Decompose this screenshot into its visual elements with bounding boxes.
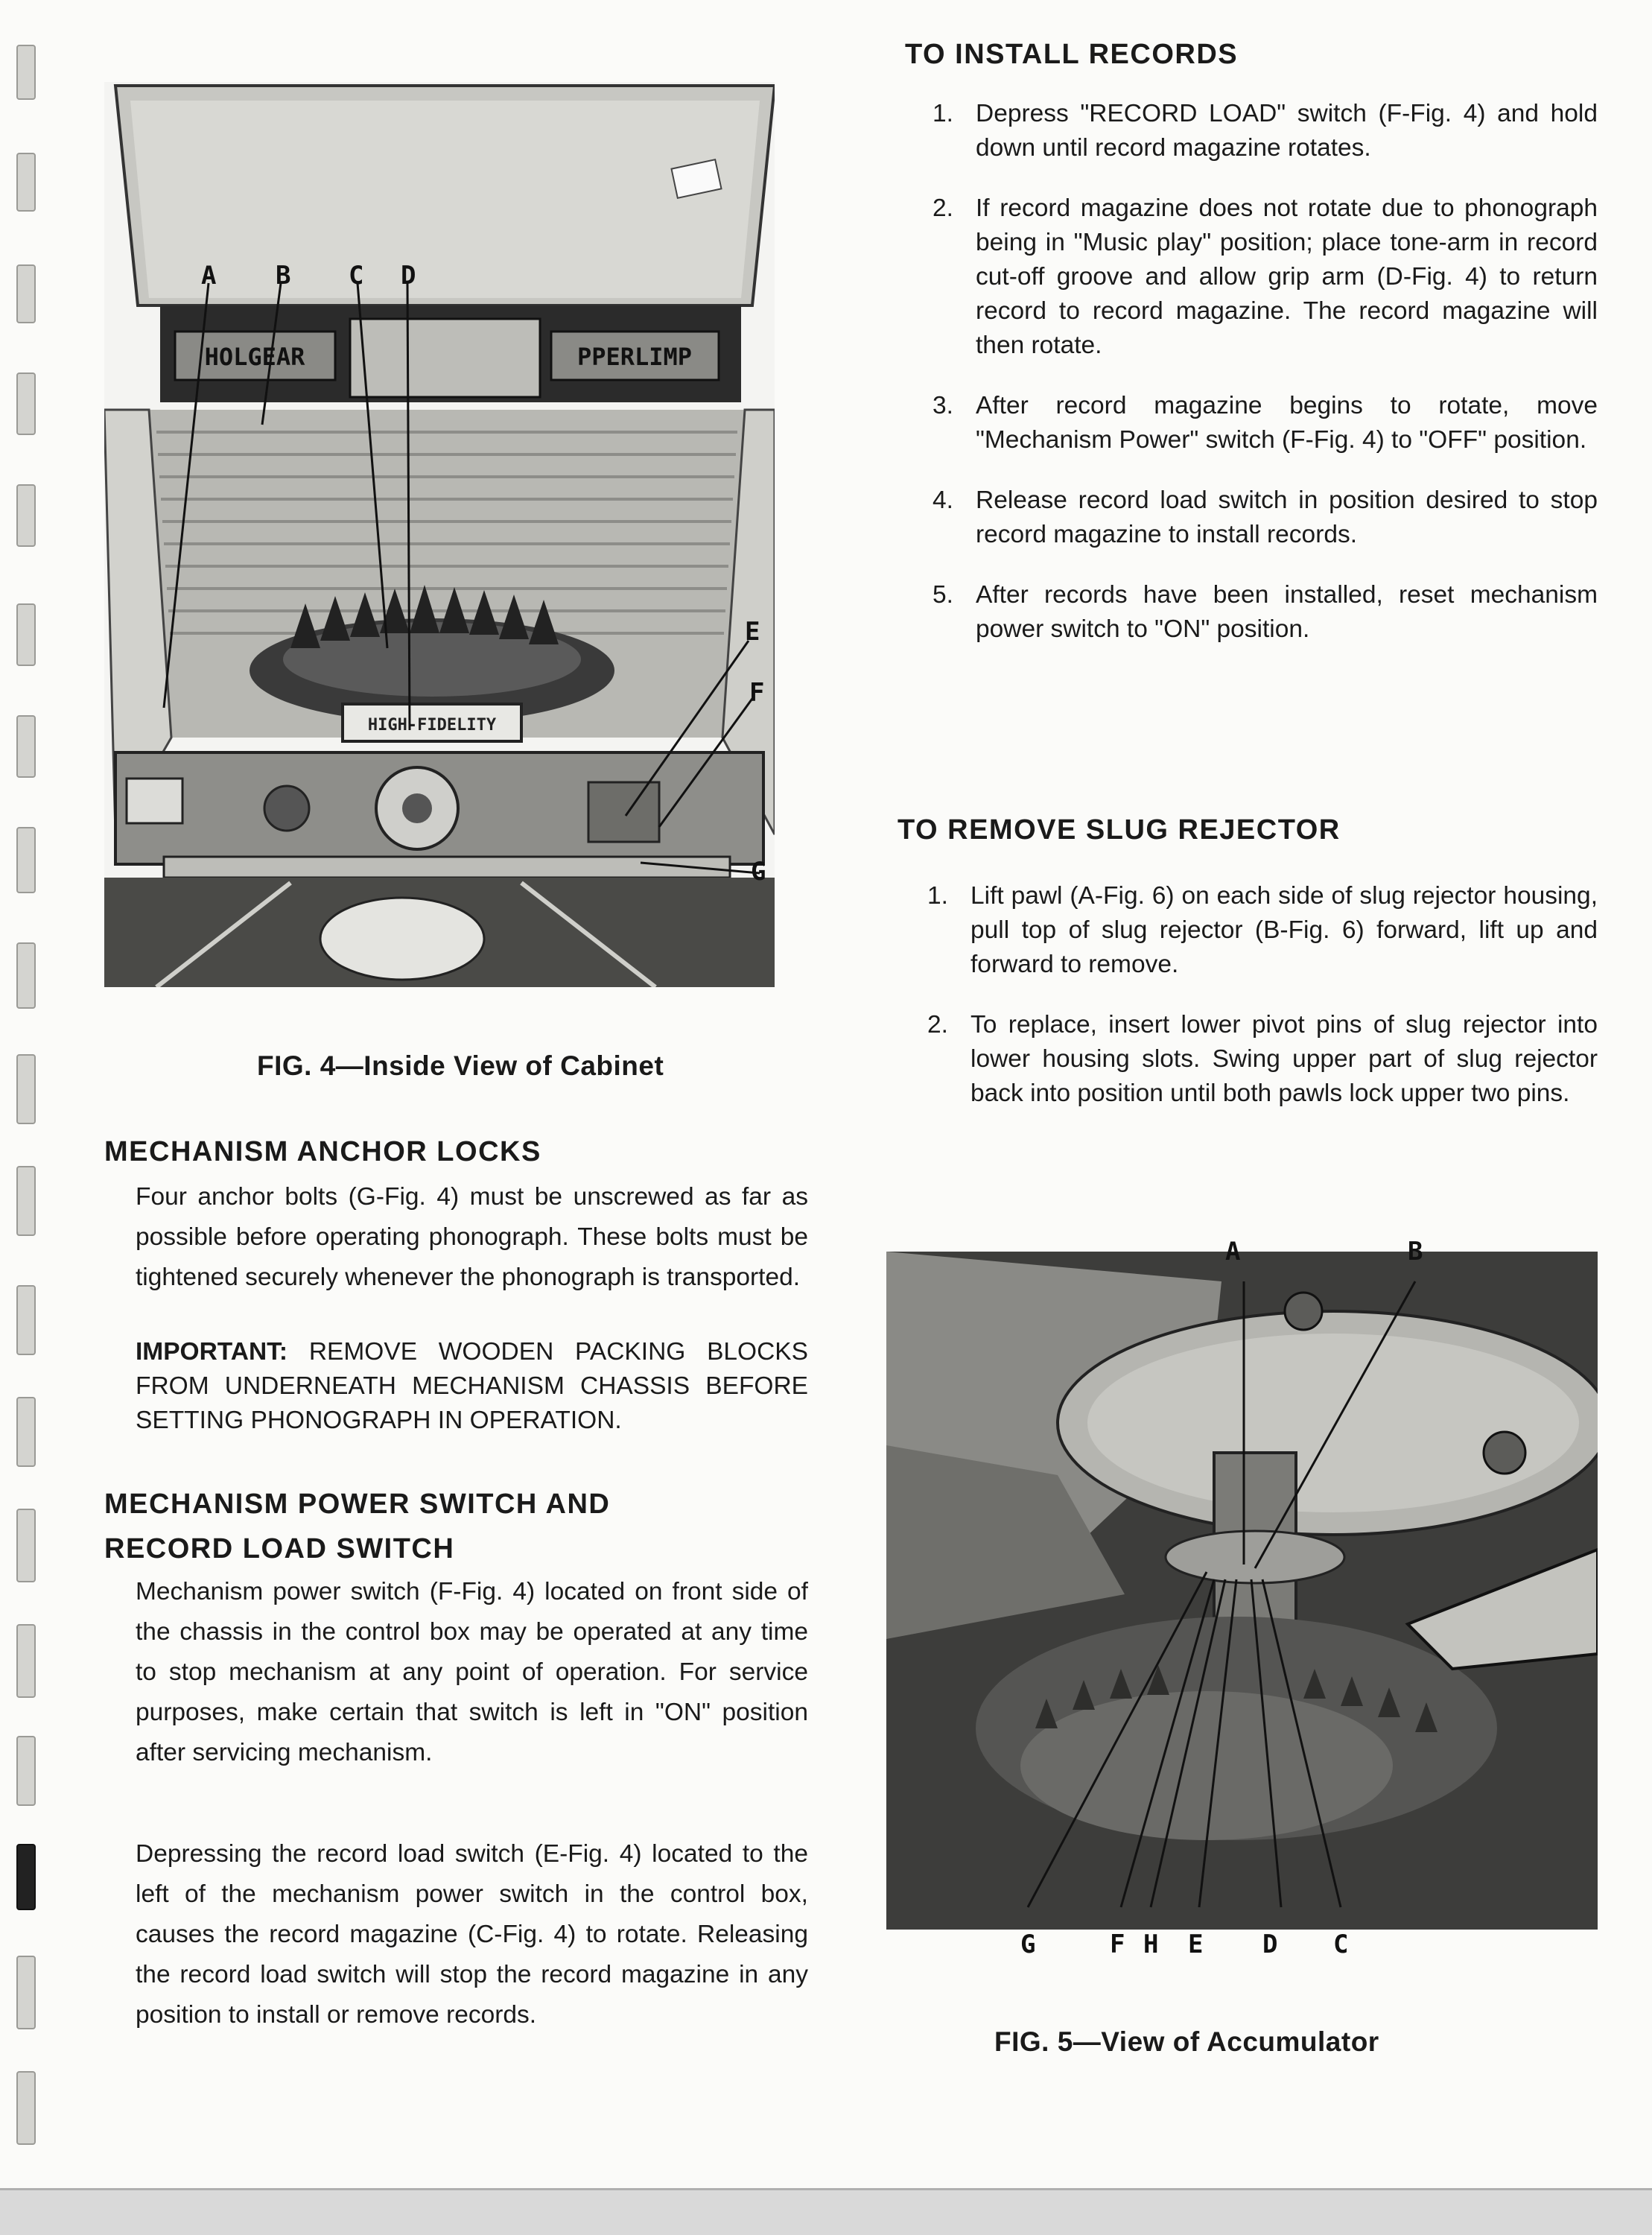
binding-hole (16, 1285, 36, 1355)
step-number: 4. (933, 486, 953, 514)
page-bottom-edge (0, 2188, 1652, 2235)
emblem-left: HOLGEAR (204, 343, 305, 371)
fig5-label-g: G (1020, 1930, 1036, 1959)
binding-hole (16, 372, 36, 435)
fig5-label-d: D (1262, 1930, 1278, 1959)
fig5-label-c: C (1333, 1930, 1349, 1959)
binding-hole (16, 827, 36, 893)
binding-hole (16, 603, 36, 666)
fig4-label-g: G (751, 857, 766, 887)
accumulator-photo (886, 1252, 1598, 1930)
step-text: To replace, insert lower pivot pins of slug rejector into lower housing slots. Swing upper part of slug rejector back into position until both pawls lock upper two pins. (970, 1011, 1598, 1107)
fig4-label-e: E (745, 617, 760, 647)
fig4-label-c: C (349, 261, 364, 291)
anchor-locks-text: Four anchor bolts (G-Fig. 4) must be unscrewed as far as possible before operating phonograph. These bolts must be tightened securely whenever the phonograph is transported. (136, 1183, 808, 1291)
accumulator-illustration (886, 1252, 1598, 1930)
step-number: 2. (933, 194, 953, 222)
step-text: Lift pawl (A-Fig. 6) on each side of slug rejector housing, pull top of slug rejector (B-Fig. 6) forward, lift up and forward to remove. (970, 882, 1598, 978)
step-number: 3. (933, 392, 953, 419)
install-step (933, 578, 1598, 647)
binding-hole (16, 1736, 36, 1806)
fig4-label-b: B (276, 261, 291, 291)
fig4-label-a: A (201, 261, 217, 291)
step-number: 2. (927, 1011, 948, 1039)
fig5-label-a: A (1225, 1237, 1241, 1266)
step-text: After records have been installed, reset mechanism power switch to "ON" position. (976, 581, 1598, 643)
binding-hole (16, 264, 36, 323)
install-step (933, 97, 1598, 165)
cabinet-illustration (104, 82, 775, 987)
cabinet-photo (104, 82, 775, 987)
install-steps-list (933, 97, 1598, 647)
record-load-heading: RECORD LOAD SWITCH (104, 1533, 455, 1564)
install-step (933, 191, 1598, 363)
fig5-label-h: H (1143, 1930, 1159, 1959)
install-records-heading: TO INSTALL RECORDS (905, 39, 1239, 70)
binding-hole (16, 942, 36, 1009)
fig5-caption: FIG. 5—View of Accumulator (994, 2026, 1379, 2057)
install-step (933, 484, 1598, 552)
install-step (933, 389, 1598, 457)
important-notice (136, 1335, 808, 1438)
binding-hole (16, 1054, 36, 1124)
step-text: After record magazine begins to rotate, move "Mechanism Power" switch (F-Fig. 4) to "OFF" position. (976, 392, 1598, 454)
emblem-center: HIGH-FIDELITY (367, 716, 497, 735)
fig5-label-b: B (1408, 1237, 1423, 1266)
fig4-label-f: F (749, 678, 765, 708)
binding-hole (16, 45, 36, 100)
figure-5 (886, 1237, 1598, 1974)
binding-hole (16, 1624, 36, 1698)
binding-hole (16, 1397, 36, 1467)
fig5-label-f: F (1110, 1930, 1125, 1959)
binding-hole (16, 1509, 36, 1582)
record-load-text: Depressing the record load switch (E-Fig. 4) located to the left of the mechanism power switch in the control box, causes the record magazine (C-Fig. 4) to rotate. Releasing the record load switch will stop the record magazine in any position to install or remove records. (136, 1840, 808, 2029)
anchor-locks-heading: MECHANISM ANCHOR LOCKS (104, 1136, 541, 1167)
binding-hole (16, 1166, 36, 1236)
slug-rejector-heading: TO REMOVE SLUG REJECTOR (898, 814, 1341, 846)
binding-hole (16, 2071, 36, 2145)
step-text: Depress "RECORD LOAD" switch (F-Fig. 4) and hold down until record magazine rotates. (976, 100, 1598, 162)
slug-steps-list (927, 879, 1598, 1111)
binding-hole (16, 153, 36, 212)
step-number: 5. (933, 581, 953, 609)
fig4-caption: FIG. 4—Inside View of Cabinet (257, 1050, 664, 1081)
step-number: 1. (933, 100, 953, 127)
fig5-label-e: E (1188, 1930, 1204, 1959)
figure-4 (104, 82, 775, 987)
step-text: Release record load switch in position desired to stop record magazine to install records. (976, 486, 1598, 548)
fig4-label-d: D (401, 261, 416, 291)
slug-step (927, 1008, 1598, 1111)
step-text: If record magazine does not rotate due to phonograph being in "Music play" position; place tone-arm in record cut-off groove and allow grip arm (D-Fig. 4) to return record to record magazine. The record magazine will then rotate. (976, 194, 1598, 359)
important-label: IMPORTANT: (136, 1338, 288, 1366)
binding-hole (16, 1956, 36, 2029)
slug-step (927, 879, 1598, 982)
step-number: 1. (927, 882, 948, 910)
power-switch-heading: MECHANISM POWER SWITCH AND (104, 1489, 611, 1520)
emblem-right: PPERLIMP (576, 343, 693, 371)
power-switch-text: Mechanism power switch (F-Fig. 4) located on front side of the chassis in the control box may be operated at any time to stop mechanism at any point of operation. For service purposes, make certain that switch is left in "ON" position after servicing mechanism. (136, 1578, 808, 1766)
important-text: REMOVE WOODEN PACKING BLOCKS FROM UNDERNEATH MECHANISM CHASSIS BEFORE SETTING PHONOGRAPH IN OPERATION. (136, 1338, 808, 1434)
binding-hole (16, 1844, 36, 1910)
binding-hole (16, 484, 36, 547)
binding-hole (16, 715, 36, 778)
